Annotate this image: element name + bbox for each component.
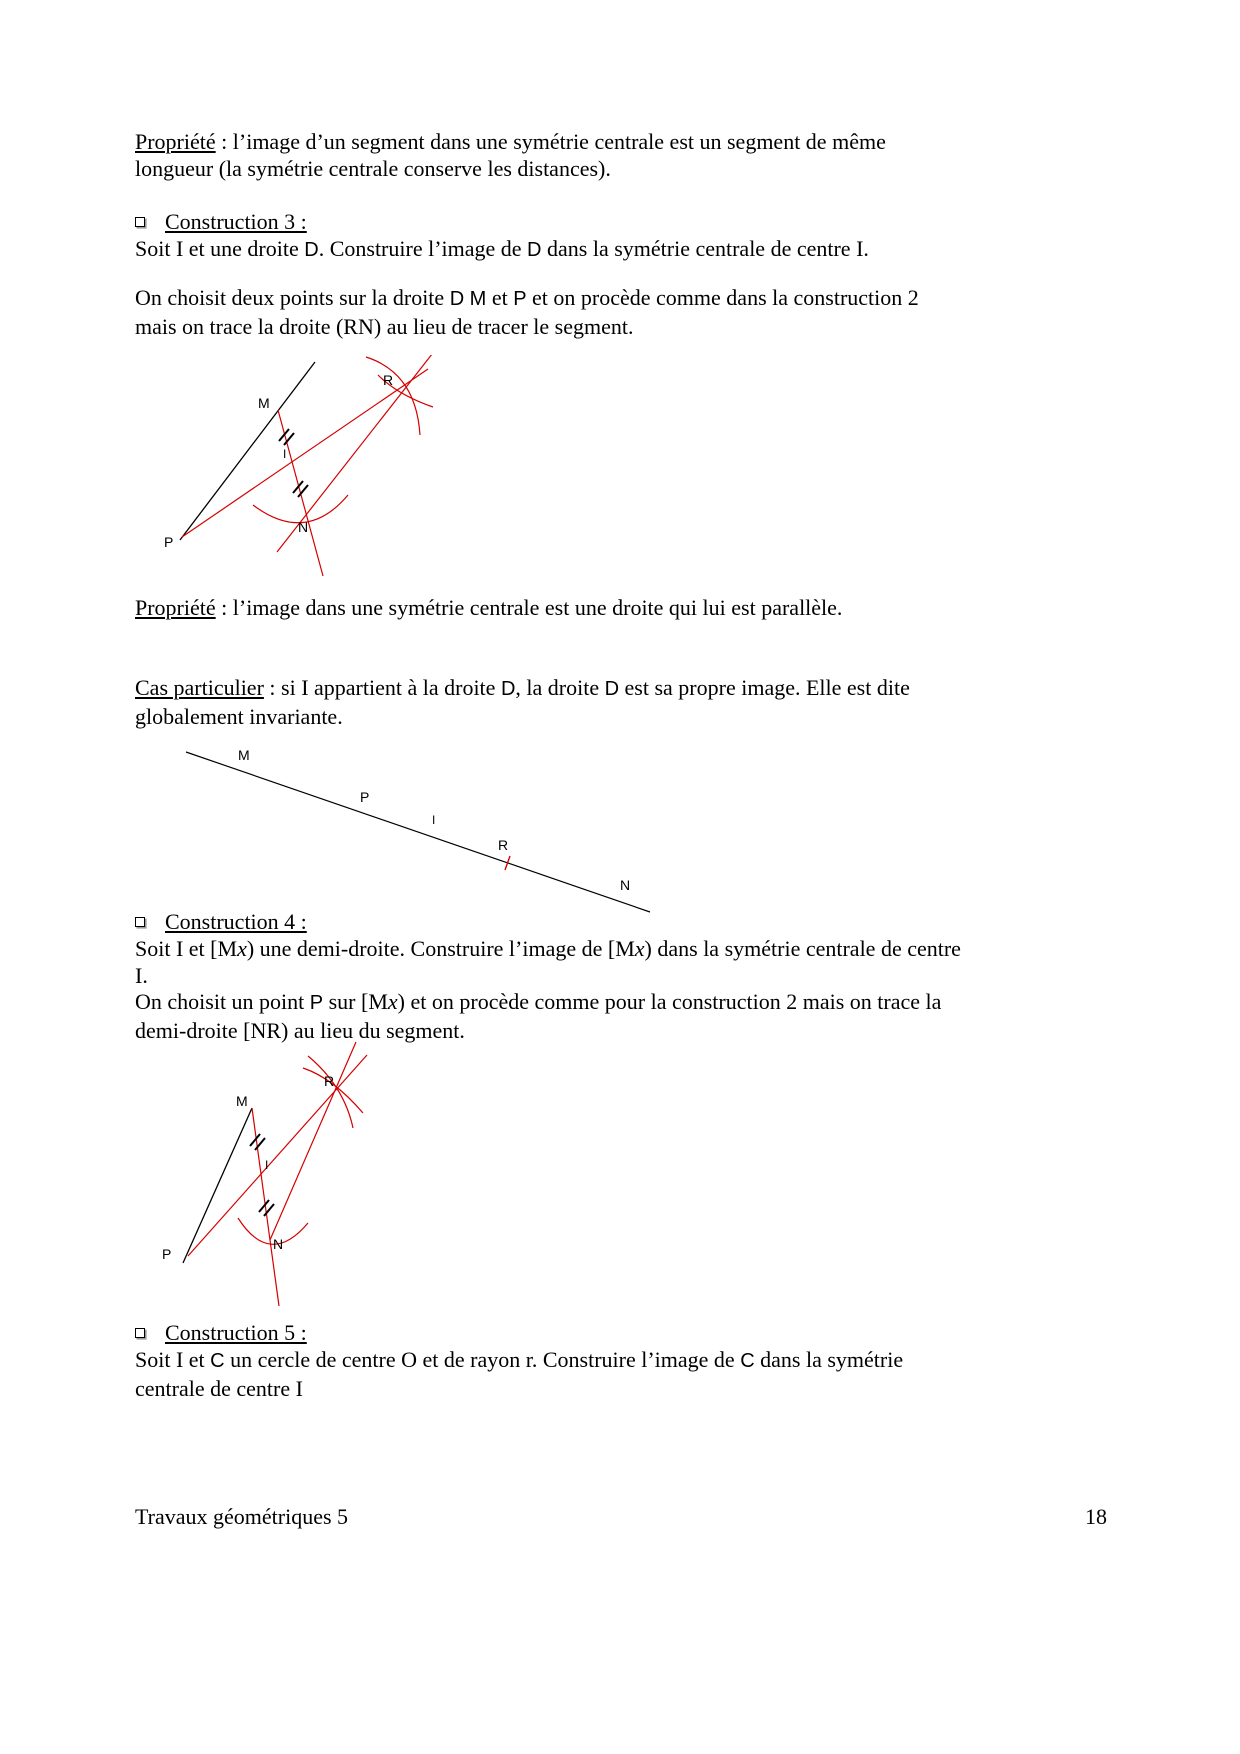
square-bullet-icon — [135, 1328, 145, 1338]
line-P-I-R — [188, 1055, 367, 1256]
construction-4-statement — [135, 935, 1145, 989]
red-labels-group — [498, 837, 630, 893]
text: : l’image dans une symétrie centrale est une droite qui lui est parallèle. — [215, 595, 843, 620]
text-line: demi-droite [NR) au lieu du segment. — [135, 1018, 465, 1043]
construction-4-title: Construction 4 : — [165, 909, 307, 934]
droite-D-line — [186, 752, 650, 912]
text: Soit I et [M — [135, 936, 238, 961]
property-1-label: Propriété — [135, 129, 216, 154]
point-label-M: M — [238, 747, 250, 763]
construction-4-heading — [135, 908, 1145, 935]
point-label-M: M — [258, 395, 270, 411]
text-line — [135, 594, 1145, 621]
figure-construction-4 — [148, 1038, 478, 1313]
point-label-N: N — [620, 877, 631, 893]
tick-marks-group — [279, 429, 308, 497]
text-line: globalement invariante. — [135, 704, 343, 729]
red-construction-group — [188, 1042, 367, 1306]
point-label-P: P — [164, 534, 174, 550]
text-line — [135, 128, 1145, 155]
point-label-I: I — [265, 1158, 269, 1172]
square-bullet-icon — [135, 217, 145, 227]
text: x — [237, 936, 247, 961]
demi-droite-Mx-line — [183, 1108, 252, 1263]
text: et on procède comme dans la construction 2 — [526, 285, 919, 310]
construction-3-method — [135, 284, 1145, 340]
text: Soit I et — [135, 1347, 211, 1372]
construction-3-heading — [135, 208, 1145, 235]
construction-3-diagram — [148, 355, 478, 590]
text: : l’image d’un segment dans une symétrie centrale est un segment de même — [215, 129, 886, 154]
construction-3-statement — [135, 235, 1145, 264]
page-footer — [135, 1503, 1107, 1530]
text: D — [500, 678, 516, 700]
point-label-R: R — [324, 1073, 335, 1089]
text-line: mais on trace la droite (RN) au lieu de tracer le segment. — [135, 314, 634, 339]
text-line — [135, 284, 1145, 313]
text: On choisit un point — [135, 989, 310, 1014]
text: est sa propre image. Elle est dite — [619, 675, 910, 700]
footer-document-title: Travaux géométriques 5 — [135, 1504, 349, 1529]
special-case-label: Cas particulier — [135, 675, 264, 700]
text: un cercle de centre O et de rayon r. Construire l’image de — [224, 1347, 741, 1372]
droite-D-line — [180, 362, 315, 540]
compass-arc-at-R — [308, 1056, 353, 1128]
text: ) dans la symétrie centrale de centre — [644, 936, 961, 961]
construction-5-heading — [135, 1319, 1145, 1346]
text: M — [469, 288, 487, 310]
point-label-I: I — [432, 813, 436, 827]
text-line: longueur (la symétrie centrale conserve les distances). — [135, 156, 611, 181]
point-label-P: P — [360, 789, 370, 805]
text: P — [309, 992, 324, 1014]
text: x — [387, 989, 398, 1014]
special-case-paragraph — [135, 674, 1145, 730]
text: D — [449, 288, 465, 310]
text-line — [135, 988, 1145, 1017]
text: ) une demi-droite. Construire l’image de [M — [246, 936, 635, 961]
text: D — [604, 678, 620, 700]
property-1-paragraph — [135, 128, 1145, 182]
construction-4-diagram — [148, 1038, 478, 1313]
tick-mark — [259, 1200, 269, 1212]
text: D — [304, 239, 319, 261]
footer-page-number: 18 — [1085, 1504, 1107, 1529]
tick-mark — [250, 1134, 260, 1146]
text: dans la symétrie centrale de centre I. — [541, 236, 869, 261]
text: : si I appartient à la droite — [263, 675, 501, 700]
text: , la droite — [515, 675, 605, 700]
text: et — [486, 285, 514, 310]
construction-3-title: Construction 3 : — [165, 209, 307, 234]
compass-arc-at-R — [366, 357, 420, 435]
text: x — [634, 936, 645, 961]
red-construction-group — [182, 355, 436, 576]
construction-5-title: Construction 5 : — [165, 1320, 307, 1345]
point-label-R: R — [498, 837, 509, 853]
text-line — [135, 1346, 1145, 1375]
point-label-M: M — [236, 1093, 248, 1109]
text: dans la symétrie — [754, 1347, 904, 1372]
point-label-I: I — [283, 447, 287, 461]
text: . Construire l’image de — [318, 236, 528, 261]
construction-4-method — [135, 988, 1145, 1044]
point-label-N: N — [298, 519, 309, 535]
text-line — [135, 674, 1145, 703]
text-line: I. — [135, 963, 148, 988]
text-line: centrale de centre I — [135, 1376, 303, 1401]
property-2-label: Propriété — [135, 595, 216, 620]
point-label-P: P — [162, 1246, 172, 1262]
text-line — [135, 235, 1145, 264]
square-bullet-icon — [135, 917, 145, 927]
text: P — [513, 288, 527, 310]
text: D — [527, 239, 542, 261]
point-label-R: R — [383, 372, 394, 388]
text: On choisit deux points sur la droite — [135, 285, 450, 310]
property-2-paragraph — [135, 594, 1145, 621]
text: C — [210, 1350, 225, 1372]
figure-invariant-line — [168, 742, 668, 920]
invariant-line-diagram — [168, 742, 668, 920]
tick-marks-group — [250, 1134, 274, 1216]
text: C — [740, 1350, 755, 1372]
text: sur [M — [323, 989, 388, 1014]
text-line — [135, 935, 1145, 962]
construction-5-statement — [135, 1346, 1145, 1402]
text: ) et on procède comme pour la construction 2 mais on trace la — [397, 989, 942, 1014]
text: Soit I et une droite — [135, 236, 305, 261]
point-label-N: N — [273, 1236, 284, 1252]
figure-construction-3 — [148, 355, 478, 590]
